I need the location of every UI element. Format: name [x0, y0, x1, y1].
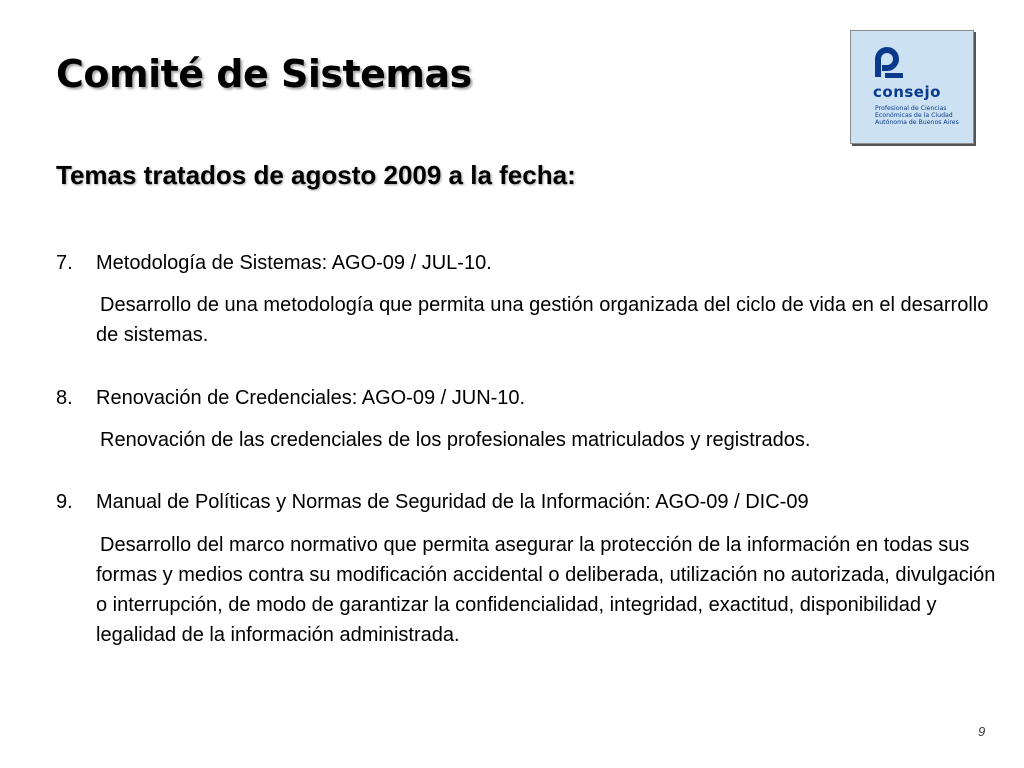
- logo-wordmark: consejo: [873, 83, 941, 101]
- item-number: 7.: [56, 252, 73, 274]
- item-description: Renovación de las credenciales de los profesionales matriculados y registrados.: [100, 429, 811, 451]
- item-description: Desarrollo de una metodología que permita una gestión organizada del ciclo de vida en el desarrollo de sistemas.: [96, 294, 989, 346]
- consejo-logo-icon: [871, 45, 907, 81]
- item-heading-text: Metodología de Sistemas: AGO-09 / JUL-10.: [96, 252, 492, 274]
- item-number: 8.: [56, 387, 73, 409]
- item-heading: [56, 387, 525, 410]
- page-number: 9: [978, 724, 986, 739]
- item-heading-text: Renovación de Credenciales: AGO-09 / JUN-10.: [96, 387, 526, 409]
- logo-line: Económicas de la Ciudad: [875, 112, 953, 120]
- slide-title: Comité de Sistemas: [56, 52, 472, 96]
- item-heading-text: Manual de Políticas y Normas de Seguridad de la Información: AGO-09 / DIC-09: [96, 491, 809, 513]
- item-heading: [56, 252, 492, 275]
- item-number: 9.: [56, 491, 73, 513]
- logo-line: Profesional de Ciencias: [875, 105, 947, 112]
- logo-line: Autónoma de Buenos Aires: [875, 119, 959, 127]
- item-description: Desarrollo del marco normativo que permita asegurar la protección de la información en todas sus formas y medios contra su modificación accidental o deliberada, utilización no autorizada, divulgación o interrupción, de modo de garantizar la confidencialidad, integridad, exactitud, disponibilidad y legalidad de la información administrada.: [96, 534, 996, 646]
- consejo-logo: [850, 30, 974, 144]
- item-heading: [56, 491, 809, 514]
- logo-subtitle: [875, 105, 969, 127]
- section-subtitle: Temas tratados de agosto 2009 a la fecha:: [56, 160, 576, 190]
